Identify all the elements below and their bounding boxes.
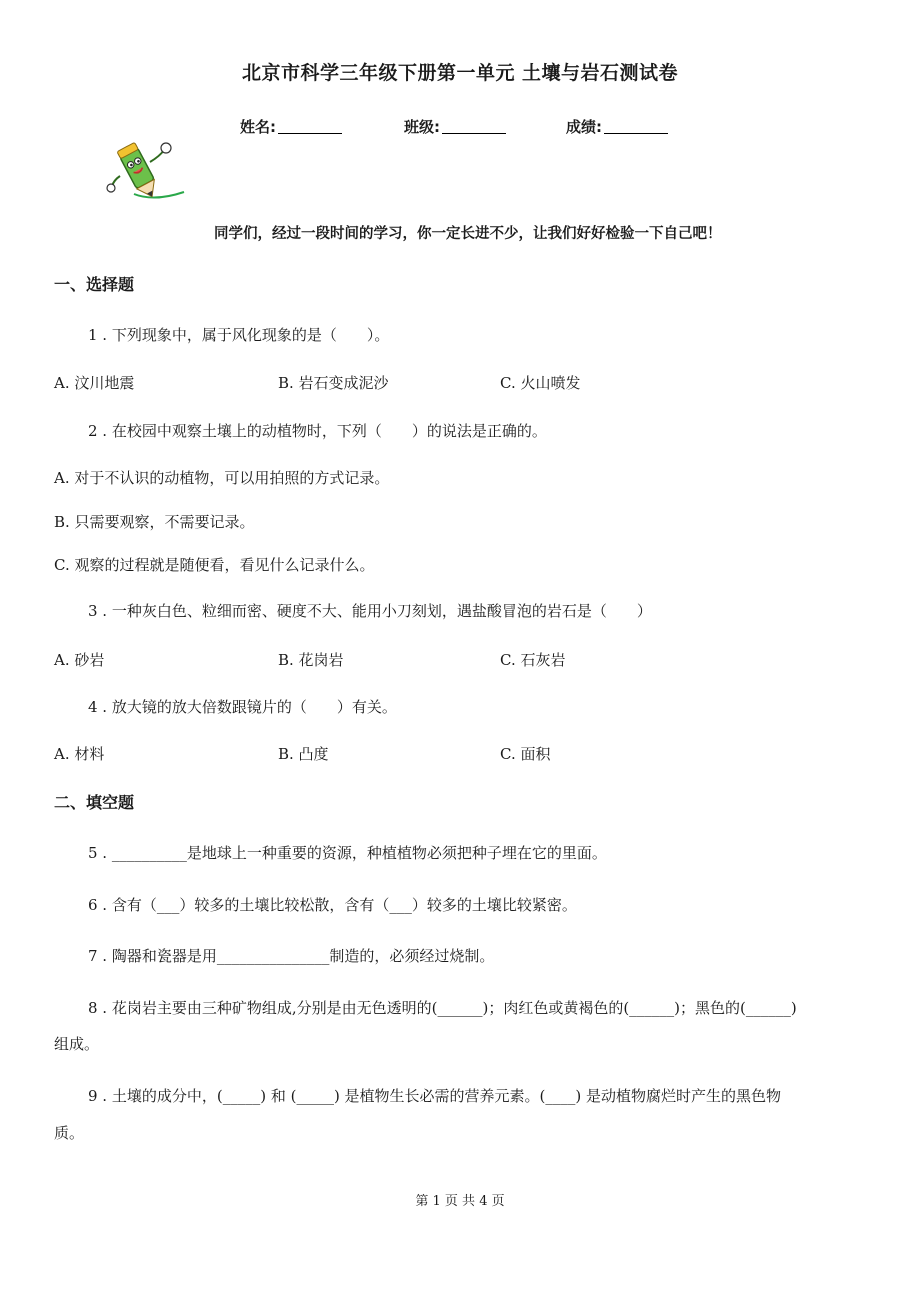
question-3: 3 . 一种灰白色、粒细而密、硬度不大、能用小刀刻划，遇盐酸冒泡的岩石是（ ） — [88, 602, 652, 620]
question-5: 5 . __________是地球上一种重要的资源，种植植物必须把种子埋在它的里面。 — [88, 844, 607, 862]
q3-option-c: C. 石灰岩 — [500, 651, 566, 669]
q4-option-c: C. 面积 — [500, 745, 551, 763]
score-blank — [604, 118, 668, 134]
section-fill-title: 二、填空题 — [54, 793, 135, 812]
page-footer: 第 1 页 共 4 页 — [415, 1194, 505, 1209]
question-4: 4 . 放大镜的放大倍数跟镜片的（ ）有关。 — [88, 698, 397, 716]
q4-option-b: B. 凸度 — [278, 745, 329, 763]
q1-option-b: B. 岩石变成泥沙 — [278, 374, 389, 392]
encouragement-text: 同学们，经过一段时间的学习，你一定长进不少，让我们好好检验一下自己吧！ — [214, 226, 722, 242]
score-label: 成绩: — [566, 118, 602, 136]
name-field — [240, 116, 342, 137]
name-blank — [278, 118, 342, 134]
q3-option-b: B. 花岗岩 — [278, 651, 344, 669]
q2-option-c: C. 观察的过程就是随便看，看见什么记录什么。 — [54, 556, 375, 574]
class-blank — [442, 118, 506, 134]
page-title: 北京市科学三年级下册第一单元 土壤与岩石测试卷 — [241, 62, 679, 84]
question-7: 7 . 陶器和瓷器是用_______________制造的，必须经过烧制。 — [88, 947, 495, 965]
q1-option-c: C. 火山喷发 — [500, 374, 581, 392]
question-8-line1: 8 . 花岗岩主要由三种矿物组成,分别是由无色透明的(______)；肉红色或黄褐色的(______)；黑色的(______) — [88, 999, 797, 1017]
q2-option-a: A. 对于不认识的动植物，可以用拍照的方式记录。 — [54, 469, 390, 487]
class-label: 班级: — [404, 118, 440, 136]
q2-option-b: B. 只需要观察，不需要记录。 — [54, 513, 255, 531]
question-2: 2 . 在校园中观察土壤上的动植物时，下列（ ）的说法是正确的。 — [88, 422, 547, 440]
question-9-line2: 质。 — [54, 1124, 85, 1142]
pencil-mascot-icon — [104, 136, 190, 206]
section-choice-title: 一、选择题 — [54, 275, 135, 294]
q3-option-a: A. 砂岩 — [54, 651, 105, 669]
q1-option-a: A. 汶川地震 — [54, 374, 135, 392]
q4-option-a: A. 材料 — [54, 745, 105, 763]
class-field — [404, 116, 506, 137]
question-9-line1: 9 . 土壤的成分中，(_____) 和 (_____) 是植物生长必需的营养元素。(____) 是动植物腐烂时产生的黑色物 — [88, 1087, 782, 1105]
question-1: 1 . 下列现象中，属于风化现象的是（ ）。 — [88, 326, 390, 344]
question-8-line2: 组成。 — [54, 1035, 100, 1053]
score-field — [566, 116, 668, 137]
question-6: 6 . 含有（___）较多的土壤比较松散，含有（___）较多的土壤比较紧密。 — [88, 896, 577, 914]
name-label: 姓名: — [240, 118, 276, 136]
